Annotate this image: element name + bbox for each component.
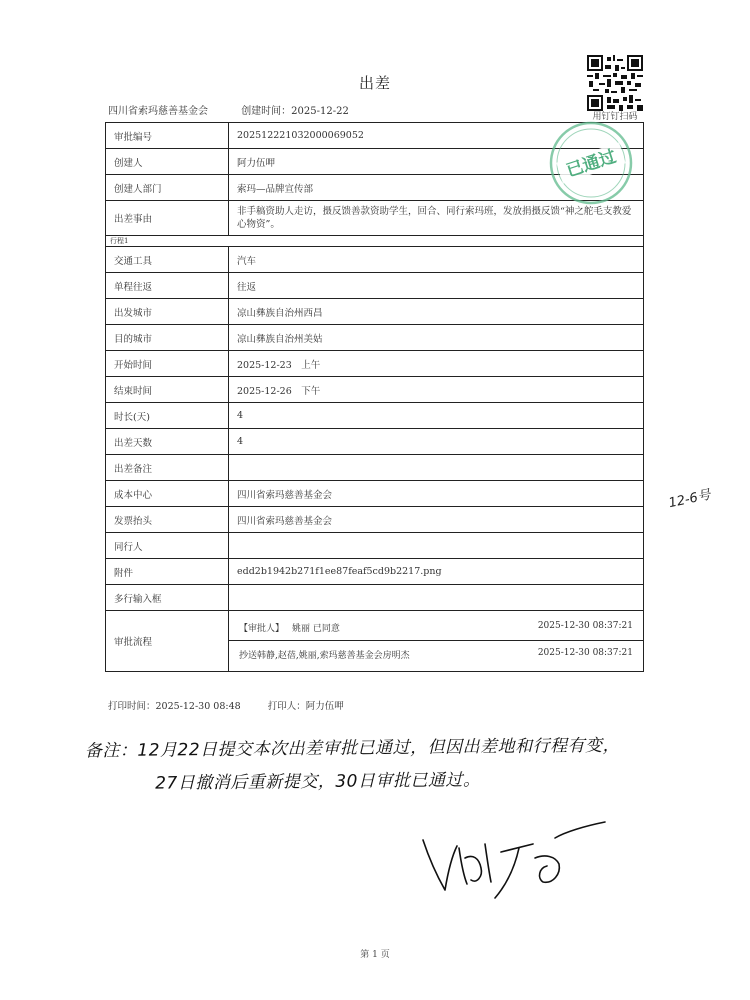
qr-code-label: 用钉钉扫码 xyxy=(592,112,638,122)
section-label: 行程1 xyxy=(106,236,644,247)
cc-recipients: 抄送韩静,赵蓓,姚丽,索玛慈善基金会房明杰 xyxy=(239,651,410,661)
field-label: 目的城市 xyxy=(106,325,229,351)
qr-code-icon xyxy=(587,55,643,111)
print-info xyxy=(108,698,344,712)
approval-step xyxy=(229,621,643,641)
field-label: 成本中心 xyxy=(106,481,229,507)
field-label: 审批编号 xyxy=(106,123,229,149)
table-row xyxy=(106,507,644,533)
field-label: 多行输入框 xyxy=(106,585,229,611)
table-row xyxy=(106,585,644,611)
field-label: 出差备注 xyxy=(106,455,229,481)
table-row xyxy=(106,455,644,481)
stamp-text: 已通过 xyxy=(563,146,619,182)
field-value: 索玛—品牌宣传部 xyxy=(229,175,644,201)
table-row xyxy=(106,429,644,455)
approver-info xyxy=(239,621,340,634)
approval-flow-cell xyxy=(229,611,644,672)
printer-name: 打印人：阿力伍呷 xyxy=(267,701,344,712)
remark-line: 27日撤消后重新提交，30日审批已通过。 xyxy=(155,770,481,794)
field-value: 202512221032000069052 xyxy=(229,123,644,149)
field-label: 创建人部门 xyxy=(106,175,229,201)
field-label: 结束时间 xyxy=(106,377,229,403)
field-label: 出差天数 xyxy=(106,429,229,455)
handwritten-signature xyxy=(415,818,635,908)
organization-name: 四川省索玛慈善基金会 xyxy=(108,106,208,117)
table-row xyxy=(106,403,644,429)
table-row xyxy=(106,299,644,325)
field-label: 时长(天) xyxy=(106,403,229,429)
remark-line: 备注：12月22日提交本次出差审批已通过，但因出差地和行程有变， xyxy=(84,735,621,762)
table-row xyxy=(106,533,644,559)
cc-time: 2025-12-30 08:37:21 xyxy=(537,648,633,658)
cc-step xyxy=(237,641,635,661)
field-label: 附件 xyxy=(106,559,229,585)
field-value: 非手稿资助人走访，摄反馈善款资助学生，回合、同行索玛班，发放捐摄反馈“神之舵毛支教爱心物资”。 xyxy=(229,201,644,236)
field-value xyxy=(229,533,644,559)
header-info xyxy=(108,102,349,117)
table-row xyxy=(106,377,644,403)
created-time: 创建时间：2025-12-22 xyxy=(241,106,349,117)
page-number: 第 1 页 xyxy=(360,950,390,960)
field-label: 开始时间 xyxy=(106,351,229,377)
table-row xyxy=(106,325,644,351)
field-value: 阿力伍呷 xyxy=(229,149,644,175)
field-value xyxy=(229,585,644,611)
field-value: 4 xyxy=(229,403,644,429)
field-value: 4 xyxy=(229,429,644,455)
field-value: 往返 xyxy=(229,273,644,299)
attachment-link: edd2b1942b271f1ee87feaf5cd9b2217.png xyxy=(229,559,644,585)
field-value: 2025-12-26 下午 xyxy=(229,377,644,403)
print-time: 打印时间：2025-12-30 08:48 xyxy=(108,701,241,712)
field-label: 出发城市 xyxy=(106,299,229,325)
table-row xyxy=(106,559,644,585)
field-label: 创建人 xyxy=(106,149,229,175)
field-value: 凉山彝族自治州西昌 xyxy=(229,299,644,325)
field-value: 凉山彝族自治州美姑 xyxy=(229,325,644,351)
handwritten-margin-note: 12-6号 xyxy=(667,487,713,512)
approval-time: 2025-12-30 08:37:21 xyxy=(537,621,633,631)
field-value: 四川省索玛慈善基金会 xyxy=(229,507,644,533)
approval-flow-row xyxy=(106,611,644,672)
field-value: 2025-12-23 上午 xyxy=(229,351,644,377)
table-row xyxy=(106,351,644,377)
section-header-row xyxy=(106,236,644,247)
field-value: 汽车 xyxy=(229,247,644,273)
table-row xyxy=(106,247,644,273)
field-value: 四川省索玛慈善基金会 xyxy=(229,481,644,507)
field-label: 同行人 xyxy=(106,533,229,559)
approver-tag: 【审批人】 xyxy=(239,624,285,634)
field-label: 出差事由 xyxy=(106,201,229,236)
field-label: 单程往返 xyxy=(106,273,229,299)
field-value xyxy=(229,455,644,481)
handwritten-remark xyxy=(85,729,726,802)
document-title: 出差 xyxy=(358,74,391,92)
field-label: 审批流程 xyxy=(106,611,229,672)
approved-stamp xyxy=(548,120,634,206)
field-label: 发票抬头 xyxy=(106,507,229,533)
table-row xyxy=(106,273,644,299)
approver-status: 姚丽 已同意 xyxy=(292,624,340,634)
table-row xyxy=(106,481,644,507)
field-label: 交通工具 xyxy=(106,247,229,273)
